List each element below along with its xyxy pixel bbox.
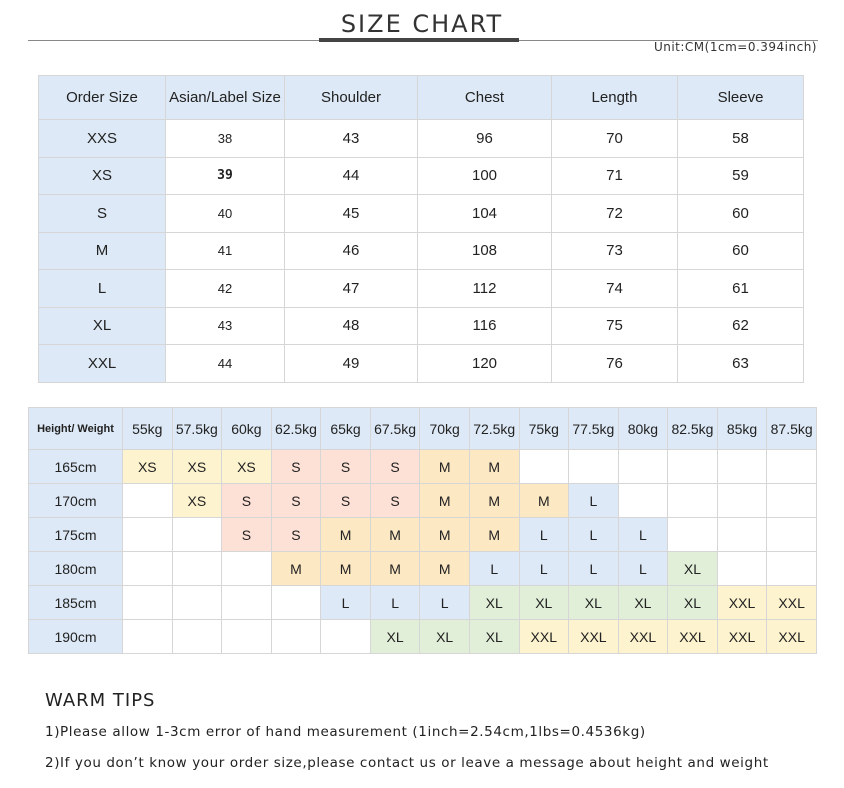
length-cell: 71 — [552, 157, 678, 195]
length-cell: 73 — [552, 232, 678, 270]
size-recommendation-cell: M — [321, 552, 371, 586]
size-table — [38, 75, 804, 383]
size-recommendation-cell: M — [420, 518, 470, 552]
size-recommendation-cell — [222, 620, 272, 654]
size-recommendation-cell: M — [519, 484, 569, 518]
size-recommendation-cell: XXL — [717, 586, 767, 620]
length-cell: 75 — [552, 307, 678, 345]
label-size-cell: 39 — [166, 157, 285, 195]
size-recommendation-cell: L — [569, 484, 619, 518]
length-cell: 76 — [552, 345, 678, 383]
order-size-cell: S — [39, 195, 166, 233]
table-row — [39, 307, 804, 345]
header-sleeve: Sleeve — [678, 76, 804, 120]
size-recommendation-cell — [519, 450, 569, 484]
height-cell: 185cm — [29, 586, 123, 620]
size-recommendation-cell — [271, 620, 321, 654]
size-recommendation-cell: S — [222, 518, 272, 552]
height-weight-corner: Height/ Weight — [29, 408, 123, 450]
height-cell: 170cm — [29, 484, 123, 518]
size-recommendation-cell — [618, 484, 668, 518]
tip-item: 2)If you don’t know your order size,please contact us or leave a message about height and weight — [45, 755, 769, 771]
height-cell: 180cm — [29, 552, 123, 586]
shoulder-cell: 45 — [285, 195, 418, 233]
sleeve-cell: 60 — [678, 195, 804, 233]
size-recommendation-cell — [321, 620, 371, 654]
shoulder-cell: 48 — [285, 307, 418, 345]
weight-header: 80kg — [618, 408, 668, 450]
size-recommendation-cell — [569, 450, 619, 484]
size-recommendation-cell — [717, 518, 767, 552]
chest-cell: 108 — [418, 232, 552, 270]
sleeve-cell: 62 — [678, 307, 804, 345]
chest-cell: 112 — [418, 270, 552, 308]
order-size-cell: XXS — [39, 120, 166, 158]
size-recommendation-cell: XXL — [767, 586, 817, 620]
weight-header: 55kg — [123, 408, 173, 450]
label-size-cell: 43 — [166, 307, 285, 345]
size-recommendation-cell: XXL — [569, 620, 619, 654]
size-recommendation-cell: L — [370, 586, 420, 620]
shoulder-cell: 47 — [285, 270, 418, 308]
page-title: SIZE CHART — [340, 10, 504, 38]
weight-header: 60kg — [222, 408, 272, 450]
weight-header: 87.5kg — [767, 408, 817, 450]
size-recommendation-cell: XXL — [717, 620, 767, 654]
header-order-size: Order Size — [39, 76, 166, 120]
weight-header: 85kg — [717, 408, 767, 450]
size-recommendation-cell — [767, 484, 817, 518]
table-row — [39, 195, 804, 233]
header-length: Length — [552, 76, 678, 120]
table-row — [29, 484, 817, 518]
size-recommendation-cell: S — [370, 450, 420, 484]
table-row — [29, 586, 817, 620]
size-recommendation-cell — [123, 620, 173, 654]
size-recommendation-cell: XXL — [618, 620, 668, 654]
size-recommendation-cell: XL — [469, 620, 519, 654]
size-recommendation-cell: L — [618, 518, 668, 552]
size-recommendation-cell: L — [618, 552, 668, 586]
height-cell: 190cm — [29, 620, 123, 654]
size-recommendation-cell — [123, 552, 173, 586]
size-recommendation-cell: M — [271, 552, 321, 586]
size-recommendation-cell: M — [469, 450, 519, 484]
size-recommendation-cell: L — [569, 518, 619, 552]
length-cell: 70 — [552, 120, 678, 158]
chest-cell: 104 — [418, 195, 552, 233]
order-size-cell: L — [39, 270, 166, 308]
size-recommendation-cell — [767, 450, 817, 484]
size-recommendation-cell: XS — [123, 450, 173, 484]
sleeve-cell: 61 — [678, 270, 804, 308]
size-recommendation-cell — [222, 586, 272, 620]
label-size-cell: 44 — [166, 345, 285, 383]
sleeve-cell: 59 — [678, 157, 804, 195]
size-recommendation-cell: M — [370, 552, 420, 586]
order-size-cell: XL — [39, 307, 166, 345]
size-recommendation-cell: M — [420, 450, 470, 484]
size-recommendation-cell — [668, 450, 718, 484]
size-recommendation-cell: S — [321, 450, 371, 484]
size-recommendation-cell — [717, 552, 767, 586]
header-label-size: Asian/Label Size — [166, 76, 285, 120]
table-row — [39, 345, 804, 383]
header-shoulder: Shoulder — [285, 76, 418, 120]
size-recommendation-cell: S — [321, 484, 371, 518]
size-recommendation-cell: S — [271, 450, 321, 484]
label-size-cell: 38 — [166, 120, 285, 158]
weight-header: 72.5kg — [469, 408, 519, 450]
size-recommendation-cell — [172, 586, 222, 620]
label-size-cell: 42 — [166, 270, 285, 308]
shoulder-cell: 44 — [285, 157, 418, 195]
chest-cell: 116 — [418, 307, 552, 345]
weight-header: 62.5kg — [271, 408, 321, 450]
size-recommendation-cell — [123, 586, 173, 620]
size-recommendation-cell: XL — [519, 586, 569, 620]
length-cell: 72 — [552, 195, 678, 233]
size-recommendation-cell — [172, 518, 222, 552]
size-recommendation-cell: M — [420, 484, 470, 518]
size-recommendation-cell: L — [519, 518, 569, 552]
sleeve-cell: 58 — [678, 120, 804, 158]
table-row — [39, 270, 804, 308]
table-row — [29, 450, 817, 484]
header-chest: Chest — [418, 76, 552, 120]
size-recommendation-cell: M — [321, 518, 371, 552]
shoulder-cell: 46 — [285, 232, 418, 270]
size-recommendation-cell: S — [370, 484, 420, 518]
size-recommendation-cell: L — [420, 586, 470, 620]
chest-cell: 100 — [418, 157, 552, 195]
title-underline — [319, 38, 519, 42]
size-recommendation-cell: XL — [370, 620, 420, 654]
size-recommendation-cell: XL — [618, 586, 668, 620]
length-cell: 74 — [552, 270, 678, 308]
size-recommendation-cell — [172, 552, 222, 586]
order-size-cell: XS — [39, 157, 166, 195]
size-recommendation-cell: S — [271, 518, 321, 552]
size-recommendation-cell: XL — [668, 552, 718, 586]
size-recommendation-cell: XL — [469, 586, 519, 620]
size-recommendation-cell — [618, 450, 668, 484]
warm-tips-title: WARM TIPS — [45, 690, 156, 711]
label-size-cell: 40 — [166, 195, 285, 233]
size-recommendation-cell: XL — [569, 586, 619, 620]
size-recommendation-cell — [123, 484, 173, 518]
weight-header: 57.5kg — [172, 408, 222, 450]
table-row — [39, 120, 804, 158]
unit-note: Unit:CM(1cm=0.394inch) — [653, 40, 817, 54]
table-row — [39, 232, 804, 270]
size-recommendation-cell: L — [321, 586, 371, 620]
size-recommendation-cell — [668, 484, 718, 518]
size-recommendation-cell — [767, 552, 817, 586]
size-recommendation-cell: S — [271, 484, 321, 518]
size-recommendation-cell: S — [222, 484, 272, 518]
weight-header: 82.5kg — [668, 408, 718, 450]
shoulder-cell: 49 — [285, 345, 418, 383]
sleeve-cell: 60 — [678, 232, 804, 270]
size-recommendation-cell: L — [569, 552, 619, 586]
size-recommendation-cell — [668, 518, 718, 552]
size-recommendation-cell: XS — [222, 450, 272, 484]
size-recommendation-cell — [717, 484, 767, 518]
size-recommendation-cell: XXL — [668, 620, 718, 654]
weight-header: 75kg — [519, 408, 569, 450]
size-recommendation-cell: M — [469, 518, 519, 552]
size-recommendation-cell: XXL — [767, 620, 817, 654]
label-size-cell: 41 — [166, 232, 285, 270]
weight-header: 77.5kg — [569, 408, 619, 450]
chest-cell: 96 — [418, 120, 552, 158]
size-recommendation-cell: M — [370, 518, 420, 552]
weight-header: 65kg — [321, 408, 371, 450]
size-recommendation-cell — [717, 450, 767, 484]
table-row — [29, 620, 817, 654]
size-recommendation-cell: XL — [668, 586, 718, 620]
size-recommendation-cell: XXL — [519, 620, 569, 654]
size-recommendation-cell: M — [469, 484, 519, 518]
size-recommendation-cell: XS — [172, 450, 222, 484]
shoulder-cell: 43 — [285, 120, 418, 158]
height-cell: 165cm — [29, 450, 123, 484]
table-row — [39, 157, 804, 195]
height-cell: 175cm — [29, 518, 123, 552]
size-recommendation-cell: XS — [172, 484, 222, 518]
sleeve-cell: 63 — [678, 345, 804, 383]
weight-header: 70kg — [420, 408, 470, 450]
size-recommendation-cell — [271, 586, 321, 620]
order-size-cell: XXL — [39, 345, 166, 383]
chest-cell: 120 — [418, 345, 552, 383]
order-size-cell: M — [39, 232, 166, 270]
table-row — [29, 518, 817, 552]
size-recommendation-cell — [123, 518, 173, 552]
size-table-header-row — [39, 76, 804, 120]
size-recommendation-cell: L — [519, 552, 569, 586]
size-recommendation-cell — [222, 552, 272, 586]
size-recommendation-cell: M — [420, 552, 470, 586]
tip-item: 1)Please allow 1-3cm error of hand measurement (1inch=2.54cm,1lbs=0.4536kg) — [45, 724, 646, 740]
weight-header: 67.5kg — [370, 408, 420, 450]
size-recommendation-cell: XL — [420, 620, 470, 654]
height-weight-table — [28, 407, 817, 654]
size-recommendation-cell — [767, 518, 817, 552]
table-row — [29, 552, 817, 586]
height-weight-header-row — [29, 408, 817, 450]
size-recommendation-cell: L — [469, 552, 519, 586]
size-recommendation-cell — [172, 620, 222, 654]
